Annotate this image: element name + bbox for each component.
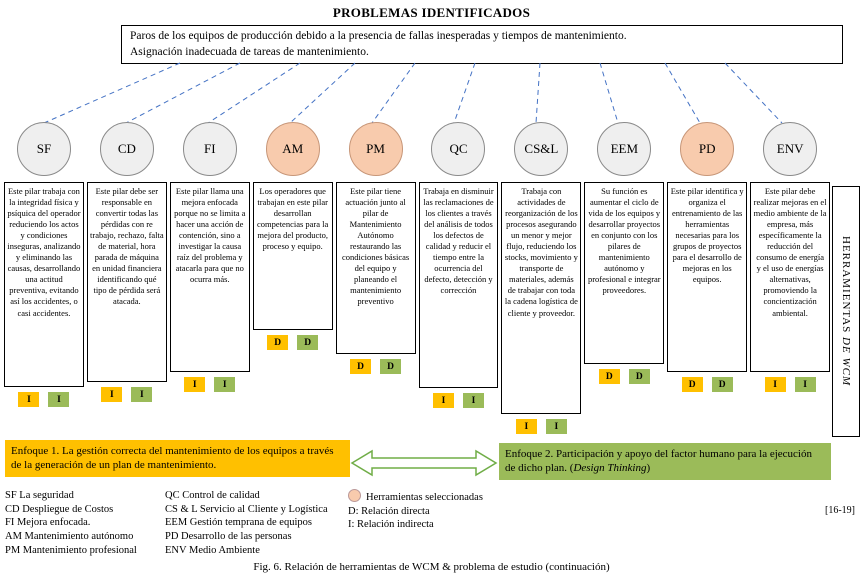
pillar-relations-qc [433,393,484,408]
pillar-column-am [253,122,333,350]
pillar-circle-qc: QC [431,122,485,176]
legend-item: QC Control de calidad [165,490,260,501]
relation-badge: I [214,377,235,392]
double-arrow-icon [350,446,498,480]
pillar-description-csl: Trabaja con actividades de reorganización de los procesos asegurando un menor y mejor flujo, reduciendo los stocks, movimiento y transporte de materiales, además de trabajar con toda la cadena logística de cliente y proveedor. [501,182,581,414]
relation-badge: D [380,359,401,374]
relation-badge: D [350,359,371,374]
enfoque-2-close: ) [646,462,651,475]
legend-selected-label: Herramientas seleccionadas [366,492,483,503]
pillar-relations-sf [18,392,69,407]
problem-box [121,25,843,64]
legend-item: PD Desarrollo de las personas [165,530,292,542]
pillar-column-sf [4,122,84,407]
legend-item: EEM Gestión temprana de equipos [165,517,312,529]
figure-caption: Fig. 6. Relación de herramientas de WCM & problema de estudio (continuación) [253,561,610,573]
pillar-description-cd: Este pilar debe ser responsable en convertir todas las pérdidas con re trabajo, rechazo, falta de material, hora parada de máquina en unidad financiera identificando qué tipo de pérdida será atacada. [87,182,167,382]
enfoque-2-text: Enfoque 2. Participación y apoyo del factor humano para la ejecución de dicho plan. ( [505,448,812,475]
pillar-column-env [750,122,830,392]
pillar-circle-csl: CS&L [514,122,568,176]
pillar-relations-pd [682,377,733,392]
pillar-description-fi: Este pilar llama una mejora enfocada porque no se limita a hacer una acción de contención, sino a investigar la causa raíz del problema y atacarla para que no ocurra más. [170,182,250,372]
pillar-circle-env: ENV [763,122,817,176]
relation-badge: D [682,377,703,392]
relation-badge: I [184,377,205,392]
pillar-circle-am: AM [266,122,320,176]
relation-badge: I [546,419,567,434]
relation-badge: D [267,335,288,350]
legend-selected-row [348,489,483,505]
relation-badge: D [629,369,650,384]
relation-badge: D [297,335,318,350]
pillar-column-cd [87,122,167,402]
pillar-circle-cd: CD [100,122,154,176]
relation-badge: I [101,387,122,402]
legend-indirect-relation: I: Relación indirecta [348,519,434,531]
legend-column-1 [5,489,137,557]
problem-line-1: Paros de los equipos de producción debido a la presencia de fallas inesperadas y tiempos de mantenimiento. [130,30,627,42]
pillar-description-pd: Este pilar identifica y organiza el entrenamiento de las herramientas necesarias para los grupos de proyectos para el desarrollo de mejoras en los equipos. [667,182,747,372]
pillar-column-pm [336,122,416,374]
citation-reference: [16-19] [825,505,855,516]
legend-item: ENV Medio Ambiente [165,544,260,556]
pillars-row [4,122,830,434]
pillar-column-fi [170,122,250,392]
pillar-relations-cd [101,387,152,402]
selected-tool-circle-icon [348,489,361,502]
legend-column-2 [165,489,328,557]
relation-badge: I [765,377,786,392]
wcm-tools-vertical-label [832,186,860,437]
pillar-relations-pm [350,359,401,374]
legend-item: CD Despliegue de Costos [5,503,114,515]
legend-item: AM Mantenimiento autónomo [5,530,134,542]
relation-badge: I [516,419,537,434]
legend-item: PM Mantenimiento profesional [5,544,137,556]
pillar-relations-csl [516,419,567,434]
relation-badge: I [48,392,69,407]
legend-item: FI Mejora enfocada. [5,517,91,529]
wcm-tools-label-main: HERRAMIENTAS [840,236,852,334]
pillar-circle-fi: FI [183,122,237,176]
pillar-column-qc [419,122,499,408]
legend-item: SF La seguridad [5,490,74,501]
legend-column-3 [348,489,483,532]
figure-title: PROBLEMAS IDENTIFICADOS [332,5,531,20]
pillar-relations-am [267,335,318,350]
relation-badge: I [131,387,152,402]
wcm-tools-label-italic: DE WCM [840,337,852,387]
pillar-description-qc: Trabaja en disminuir las reclamaciones de los clientes a través del análisis de todos los defectos de calidad y reducir el tiempo entre la ocurrencia del defecto, detección y corrección [419,182,499,388]
relation-badge: D [599,369,620,384]
legend-item: CS & L Servicio al Cliente y Logística [165,503,328,515]
pillar-circle-sf: SF [17,122,71,176]
pillar-relations-env [765,377,816,392]
enfoque-2-italic: Design Thinking [573,462,647,475]
pillar-description-am: Los operadores que trabajan en este pilar desarrollan competencias para la mejora del producto, proceso y equipo. [253,182,333,330]
pillar-circle-pm: PM [349,122,403,176]
legend-direct-relation: D: Relación directa [348,505,430,517]
relation-badge: D [712,377,733,392]
pillar-relations-fi [184,377,235,392]
relation-badge: I [433,393,454,408]
pillar-description-pm: Este pilar tiene actuación junto al pilar de Mantenimiento Autónomo restaurando las condiciones básicas del equipo y planeando el mantenimiento preventivo [336,182,416,354]
pillar-column-csl [501,122,581,434]
pillar-description-sf: Este pilar trabaja con la integridad física y psíquica del operador reduciendo los actos y condiciones inseguras, analizando y eliminando las causas, desarrollando una actitud preventiva, evitando así los accidentes, o casi accidentes. [4,182,84,387]
pillar-circle-pd: PD [680,122,734,176]
pillar-relations-eem [599,369,650,384]
pillar-column-pd [667,122,747,392]
pillar-description-env: Este pilar debe realizar mejoras en el medio ambiente de la empresa, más específicamente la reducción del consumo de energía y el uso de energías alternativas, promoviendo la concientización ambiental. [750,182,830,372]
relation-badge: I [18,392,39,407]
relation-badge: I [463,393,484,408]
problem-line-2: Asignación inadecuada de tareas de mantenimiento. [130,45,369,58]
enfoque-1-box: Enfoque 1. La gestión correcta del mantenimiento de los equipos a través de la generación de un plan de mantenimiento. [5,440,350,477]
relation-badge: I [795,377,816,392]
pillar-column-eem [584,122,664,384]
enfoque-2-box [499,443,831,480]
pillar-circle-eem: EEM [597,122,651,176]
pillar-description-eem: Su función es aumentar el ciclo de vida de los equipos y desarrollar proyectos en conjunto con los pilares de mantenimiento autónomo y profesional e integrar proveedores. [584,182,664,364]
